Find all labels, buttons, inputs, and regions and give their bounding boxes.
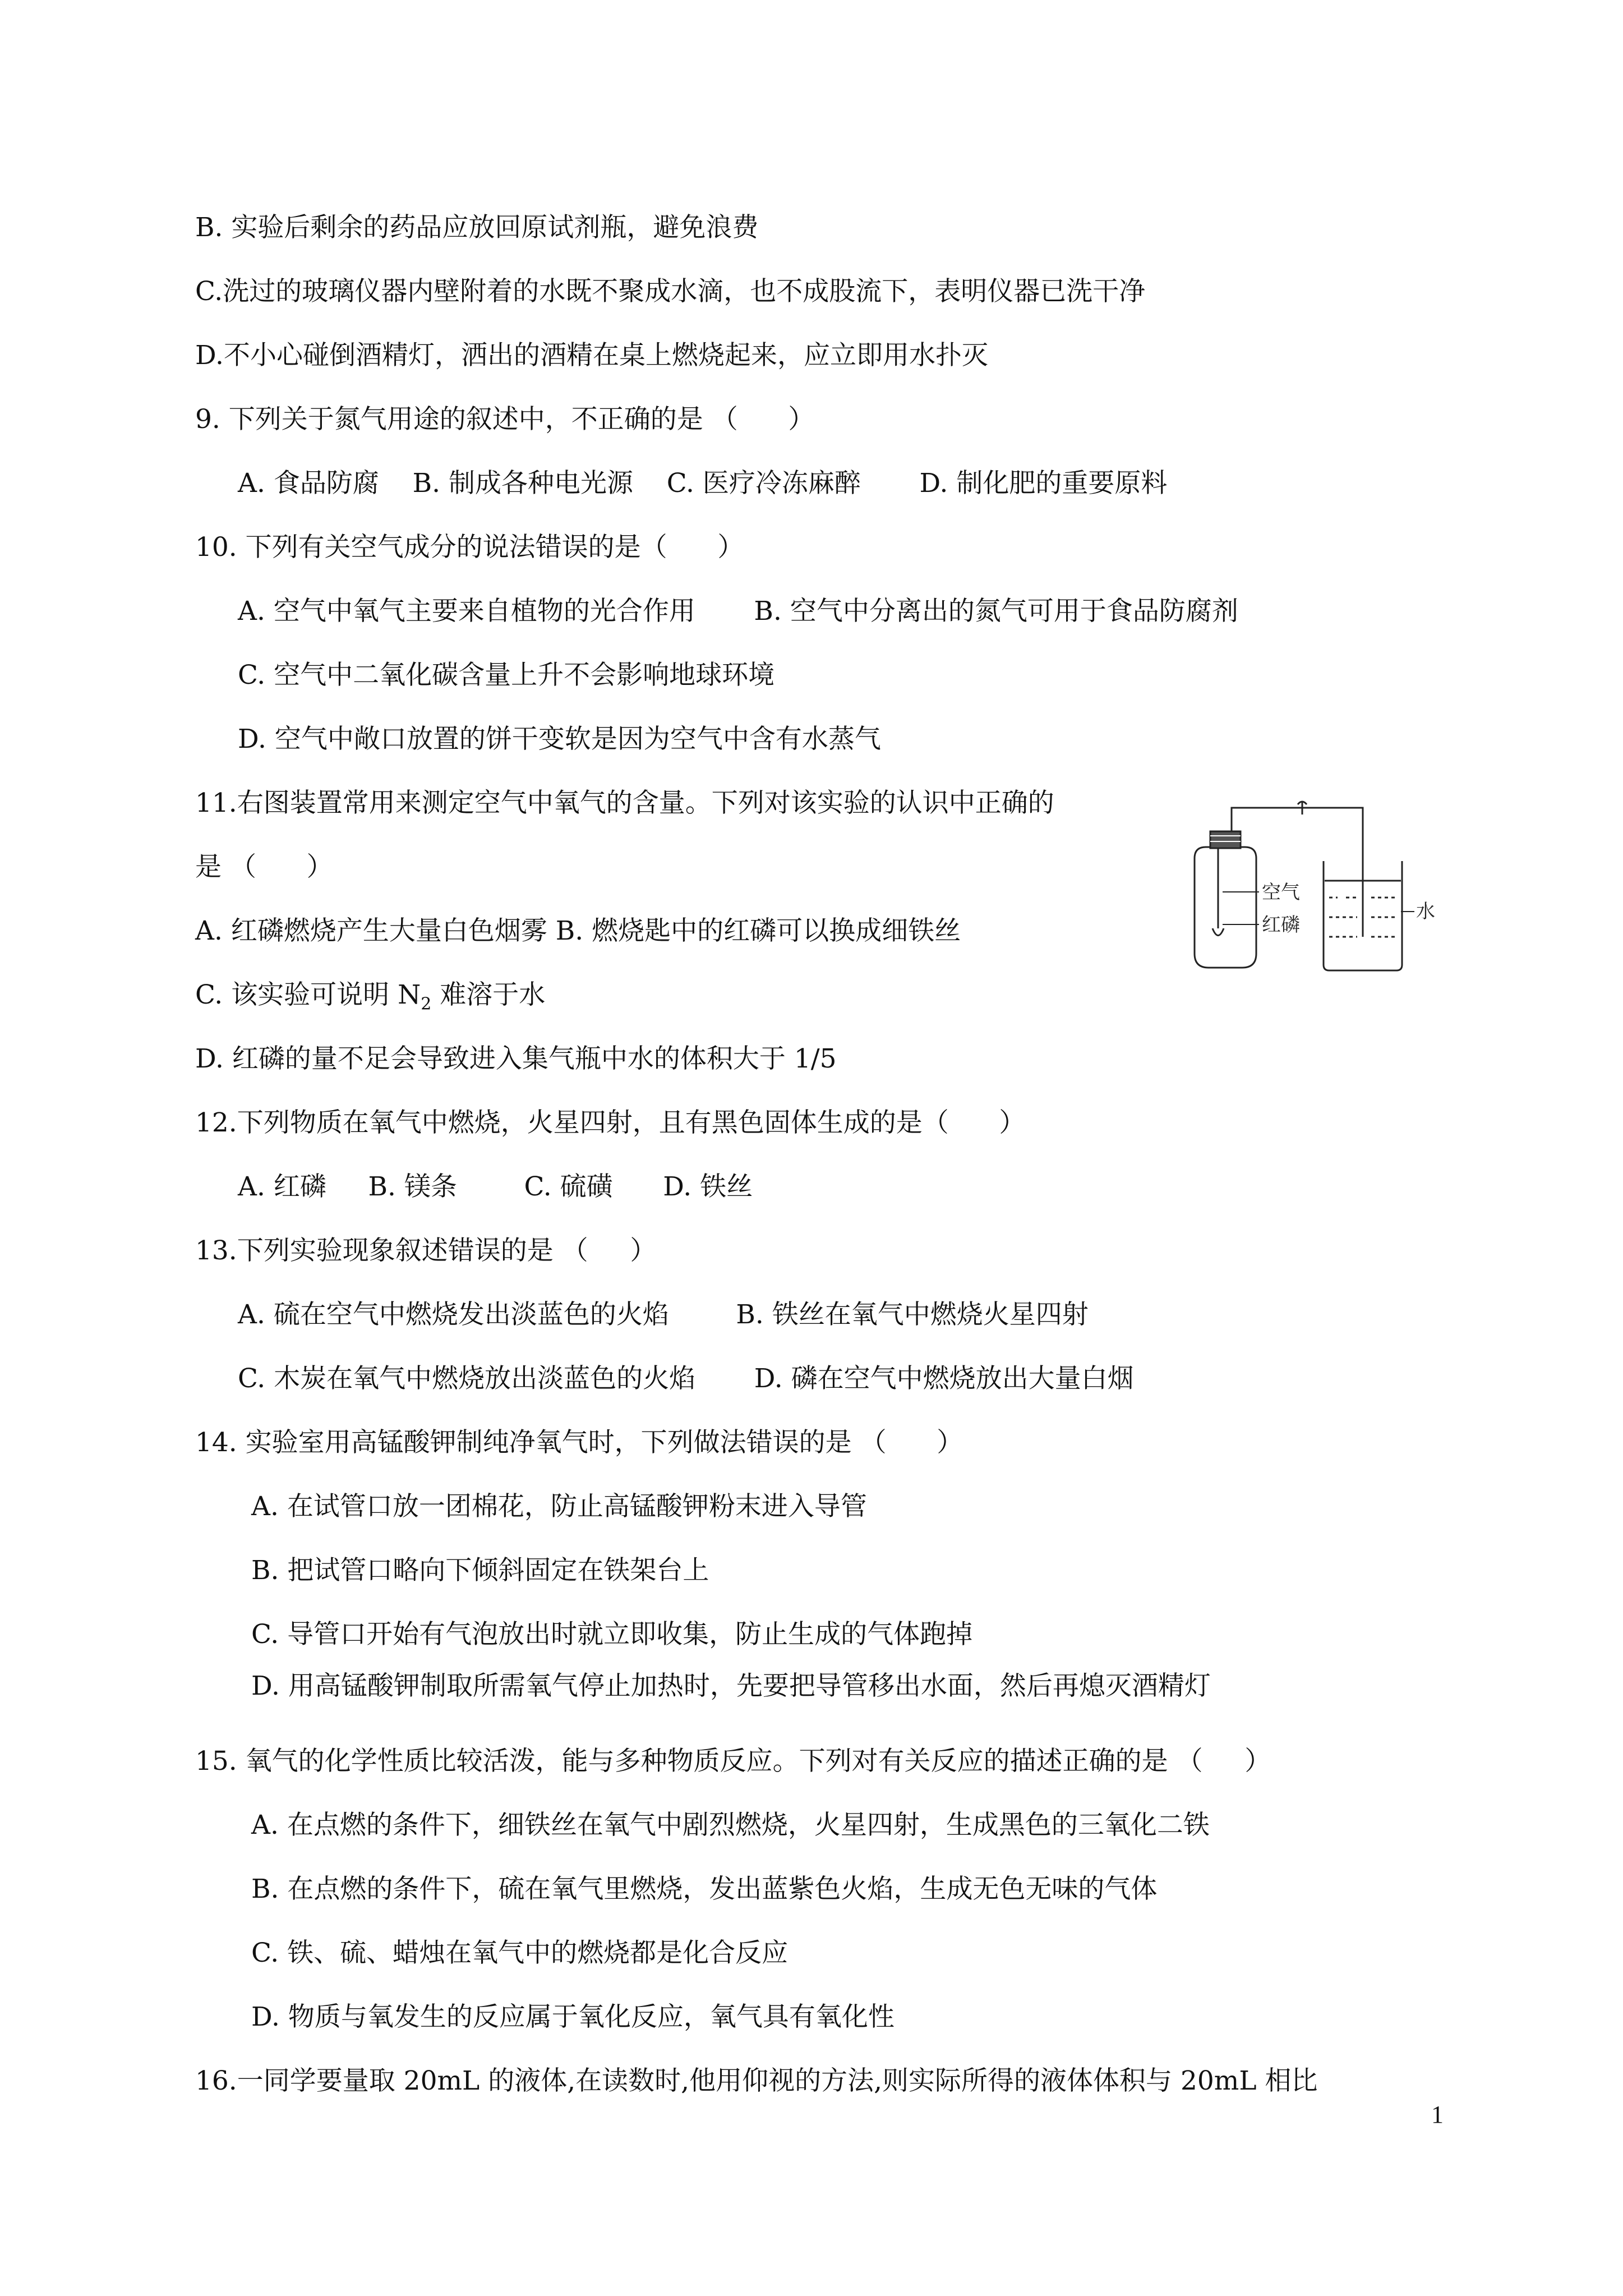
q13-stem: 13.下列实验现象叙述错误的是 （ ） [195, 1235, 657, 1266]
q10-option-c: C. 空气中二氧化碳含量上升不会影响地球环境 [238, 660, 775, 691]
q11-stem: 11.右图装置常用来测定空气中氧气的含量。下列对该实验的认识中正确的 [195, 788, 1054, 818]
q14-stem: 14. 实验室用高锰酸钾制纯净氧气时，下列做法错误的是 （ ） [195, 1427, 963, 1458]
oxygen-content-apparatus-figure [1178, 797, 1447, 976]
q13-options-ab: A. 硫在空气中燃烧发出淡蓝色的火焰 B. 铁丝在氧气中燃烧火星四射 [238, 1299, 1089, 1330]
q10-options-ab: A. 空气中氧气主要来自植物的光合作用 B. 空气中分离出的氮气可用于食品防腐剂 [238, 596, 1238, 627]
page-number: 1 [1431, 2101, 1444, 2128]
q12-options: A. 红磷 B. 镁条 C. 硫磺 D. 铁丝 [238, 1171, 753, 1202]
gas-jar [1195, 847, 1256, 968]
q15-stem: 15. 氧气的化学性质比较活泼，能与多种物质反应。下列对有关反应的描述正确的是 （ ） [195, 1746, 1271, 1777]
q15-option-d: D. 物质与氧发生的反应属于氧化反应，氧气具有氧化性 [251, 2001, 895, 2032]
q11-option-c: C. 该实验可说明 $N_2$ 难溶于水 [195, 979, 546, 1014]
q15-option-a: A. 在点燃的条件下，细铁丝在氧气中剧烈燃烧，火星四射，生成黑色的三氧化二铁 [251, 1810, 1210, 1841]
q10-option-d: D. 空气中敞口放置的饼干变软是因为空气中含有水蒸气 [238, 724, 881, 754]
q9-stem: 9. 下列关于氮气用途的叙述中，不正确的是 （ ） [195, 404, 815, 435]
label-air: 空气 [1262, 881, 1300, 904]
q10-stem: 10. 下列有关空气成分的说法错误的是（ ） [195, 532, 744, 563]
q11-option-d: D. 红磷的量不足会导致进入集气瓶中水的体积大于 1/5 [195, 1043, 837, 1074]
q15-option-b: B. 在点燃的条件下，硫在氧气里燃烧，发出蓝紫色火焰，生成无色无味的气体 [251, 1874, 1158, 1904]
q8-option-b: B. 实验后剩余的药品应放回原试剂瓶，避免浪费 [195, 212, 759, 243]
q14-option-b: B. 把试管口略向下倾斜固定在铁架台上 [251, 1555, 709, 1586]
q14-option-a: A. 在试管口放一团棉花，防止高锰酸钾粉末进入导管 [251, 1491, 867, 1522]
label-water: 水 [1416, 900, 1435, 923]
q15-option-c: C. 铁、硫、蜡烛在氧气中的燃烧都是化合反应 [251, 1938, 789, 1968]
q14-option-c: C. 导管口开始有气泡放出时就立即收集，防止生成的气体跑掉 [251, 1619, 973, 1650]
q11-stem-cont: 是 （ ） [195, 852, 333, 882]
q8-option-c: C.洗过的玻璃仪器内壁附着的水既不聚成水滴，也不成股流下，表明仪器已洗干净 [195, 276, 1146, 307]
stopper [1210, 831, 1241, 848]
combustion-spoon [1212, 928, 1224, 936]
label-red-phosphorus: 红磷 [1262, 914, 1300, 936]
q16-stem: 16.一同学要量取 20mL 的液体,在读数时,他用仰视的方法,则实际所得的液体体积与 20mL 相比 [195, 2065, 1318, 2096]
q11-options-ab: A. 红磷燃烧产生大量白色烟雾 B. 燃烧匙中的红磷可以换成细铁丝 [195, 915, 961, 946]
q8-option-d: D.不小心碰倒酒精灯，洒出的酒精在桌上燃烧起来，应立即用水扑灭 [195, 340, 988, 371]
q12-stem: 12.下列物质在氧气中燃烧，火星四射，且有黑色固体生成的是（ ） [195, 1107, 1026, 1138]
q14-option-d: D. 用高锰酸钾制取所需氧气停止加热时，先要把导管移出水面，然后再熄灭酒精灯 [251, 1671, 1211, 1701]
q9-options: A. 食品防腐 B. 制成各种电光源 C. 医疗冷冻麻醉 D. 制化肥的重要原料 [238, 468, 1168, 499]
q13-options-cd: C. 木炭在氧气中燃烧放出淡蓝色的火焰 D. 磷在空气中燃烧放出大量白烟 [238, 1363, 1134, 1394]
